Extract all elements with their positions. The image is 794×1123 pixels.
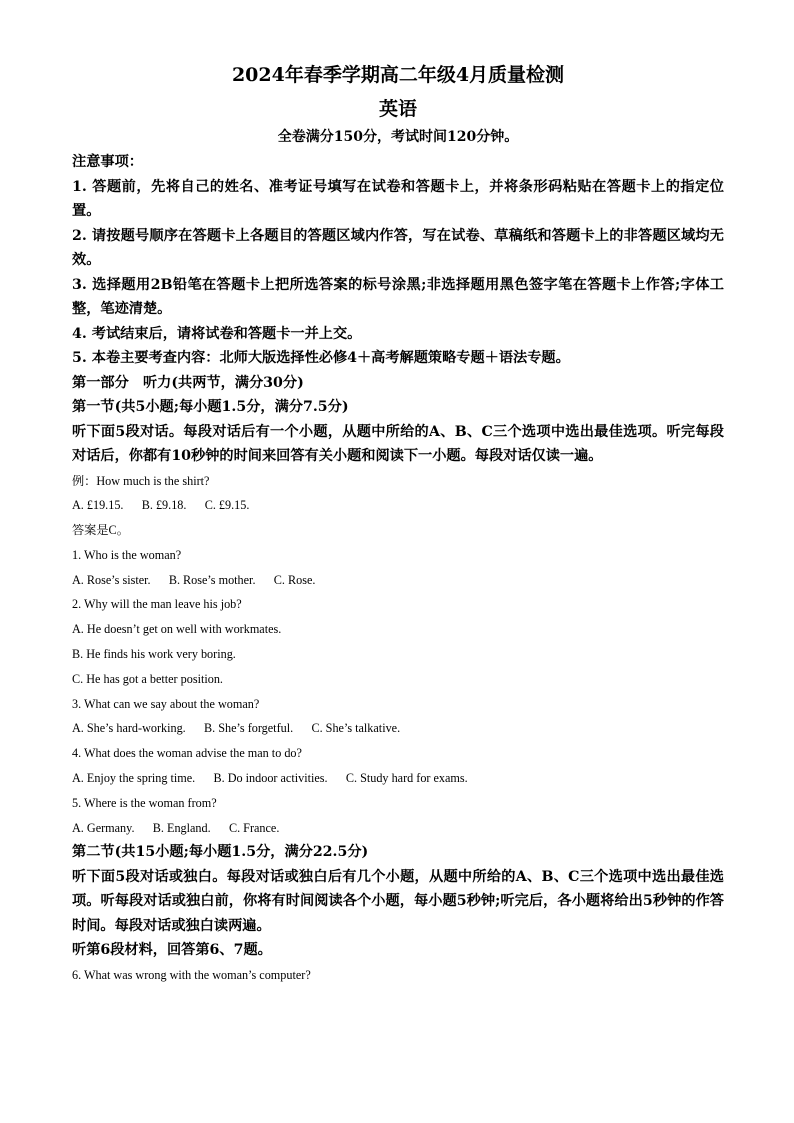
question-6-text: 6. What was wrong with the woman’s computer? [72, 967, 311, 982]
material-6-heading: 听第6段材料，回答第6、7题。 [72, 942, 272, 959]
question-options: A. Germany. B. England. C. France. [72, 820, 280, 835]
question-text: 2. Why will the man leave his job? [72, 597, 242, 612]
question-text: 3. What can we say about the woman? [72, 696, 260, 711]
section2-instructions: 听下面5段对话或独白。每段对话或独白后有几个小题，从题中所给的A、B、C三个选项中选出最佳选项。听每段对话或独白前，你将有时间阅读各个小题，每小题5秒钟;听完后，各小题将给出5秒钟的作答时间。每段对话或独白读两遍。 [72, 868, 724, 934]
question-4 [72, 741, 724, 791]
note-item: 1. 答题前，先将自己的姓名、准考证号填写在试卷和答题卡上，并将条形码粘贴在答题卡上的指定位置。 [72, 178, 724, 219]
question-text: 5. Where is the woman from? [72, 795, 217, 810]
score-line: 全卷满分150分，考试时间120分钟。 [277, 129, 519, 145]
note-item: 5. 本卷主要考查内容：北师大版选择性必修4＋高考解题策略专题＋语法专题。 [72, 350, 570, 366]
section1-heading: 第一节(共5小题;每小题1.5分，满分7.5分) [72, 399, 349, 415]
question-2 [72, 592, 724, 691]
part1-heading: 第一部分 听力(共两节，满分30分) [72, 374, 304, 391]
question-options: A. Enjoy the spring time. B. Do indoor activities. C. Study hard for exams. [72, 771, 468, 786]
note-item: 4. 考试结束后，请将试卷和答题卡一并上交。 [72, 325, 362, 342]
example-question: 例：How much is the shirt? [72, 473, 210, 488]
section2-heading: 第二节(共15小题;每小题1.5分，满分22.5分) [72, 844, 369, 861]
question-option-a: A. He doesn’t get on well with workmates. [72, 622, 282, 637]
question-text: 4. What does the woman advise the man to do? [72, 746, 302, 761]
question-5 [72, 791, 724, 841]
notes-section [72, 150, 724, 371]
section1-instructions: 听下面5段对话。每段对话后有一个小题，从题中所给的A、B、C三个选项中选出最佳选项。听完每段对话后，你都有10秒钟的时间来回答有关小题和阅读下一小题。每段对话仅读一遍。 [72, 423, 724, 464]
question-text: 1. Who is the woman? [72, 547, 182, 562]
exam-title: 2024年春季学期高二年级4月质量检测 [231, 64, 565, 86]
example-answer: 答案是C。 [72, 523, 129, 538]
question-option-b: B. He finds his work very boring. [72, 647, 236, 662]
question-option-c: C. He has got a better position. [72, 671, 223, 686]
question-options: A. Rose’s sister. B. Rose’s mother. C. Rose. [72, 572, 316, 587]
exam-page [72, 62, 724, 988]
question-1 [72, 543, 724, 593]
notes-heading: 注意事项： [72, 154, 143, 170]
question-options: A. She’s hard-working. B. She’s forgetful. C. She’s talkative. [72, 721, 401, 736]
question-3 [72, 692, 724, 742]
subject-title: 英语 [378, 98, 417, 120]
note-item: 3. 选择题用2B铅笔在答题卡上把所选答案的标号涂黑;非选择题用黑色签字笔在答题卡上作答;字体工整，笔迹清楚。 [72, 276, 724, 317]
note-item: 2. 请按题号顺序在答题卡上各题目的答题区域内作答，写在试卷、草稿纸和答题卡上的非答题区域均无效。 [72, 227, 724, 268]
example-options: A. £19.15. B. £9.18. C. £9.15. [72, 498, 250, 513]
